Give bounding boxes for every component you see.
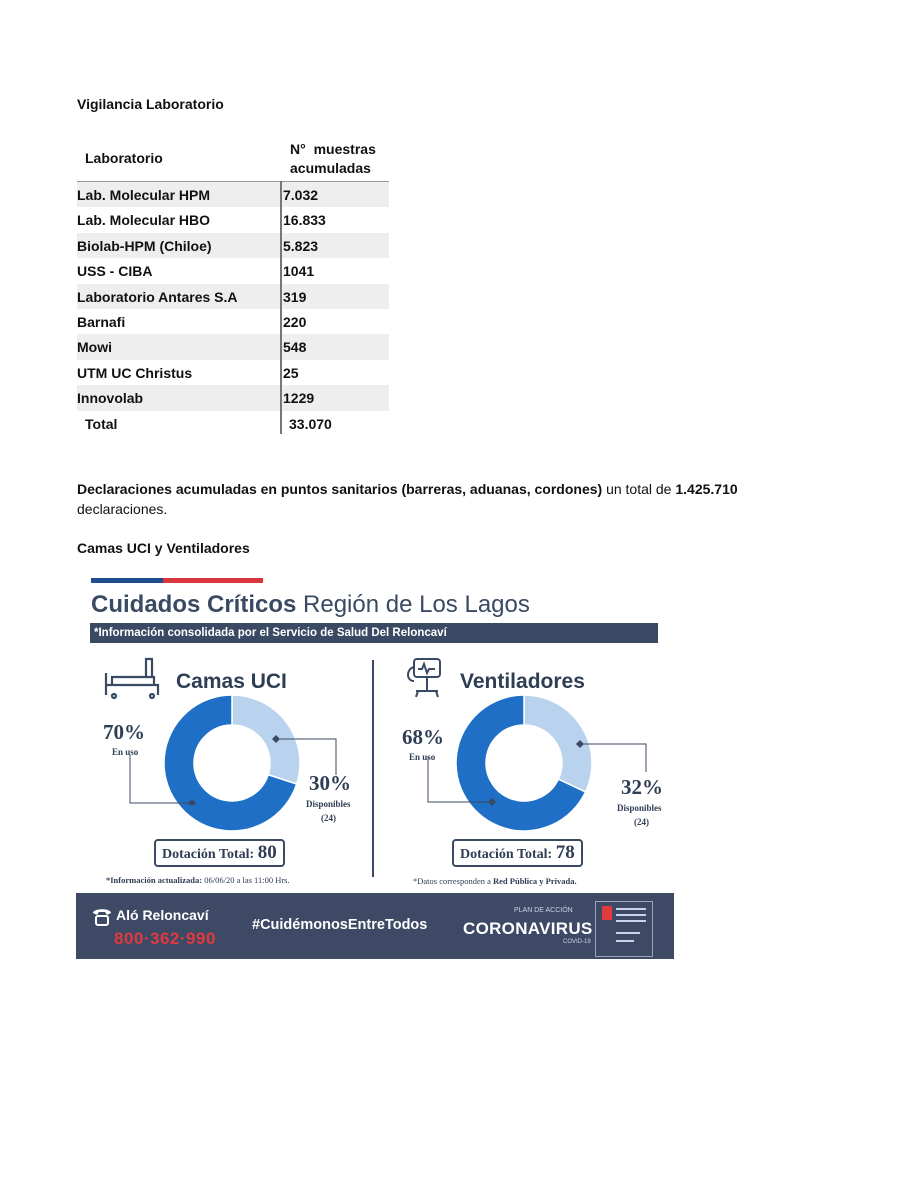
camas-dotacion-value: 80 bbox=[257, 842, 277, 863]
chile-government-logo bbox=[595, 901, 653, 957]
ventiladores-free-label: Disponibles bbox=[617, 803, 662, 813]
declaraciones-paragraph bbox=[77, 479, 797, 519]
table-row bbox=[77, 258, 389, 283]
lab-table bbox=[77, 136, 389, 436]
col-muestras: N° muestras acumuladas bbox=[290, 141, 376, 176]
declaraciones-mid: un total de bbox=[602, 481, 676, 497]
declaraciones-bold: Declaraciones acumuladas en puntos sanitarios (barreras, aduanas, cordones) bbox=[77, 481, 603, 497]
ventiladores-footnote-rest: *Datos corresponden a bbox=[413, 876, 494, 886]
hashtag-text: #CuidémonosEntreTodos bbox=[252, 917, 428, 933]
camas-leader-lines bbox=[126, 735, 346, 805]
lab-value: 319 bbox=[283, 288, 307, 305]
camas-title: Camas UCI y Ventiladores bbox=[77, 540, 250, 556]
declaraciones-number: 1.425.710 bbox=[675, 481, 738, 497]
lab-name: Laboratorio Antares S.A bbox=[77, 288, 238, 305]
total-label: Total bbox=[85, 415, 118, 432]
ventiladores-dotacion-box bbox=[452, 839, 583, 867]
ventiladores-dotacion-label: Dotación Total: bbox=[460, 847, 553, 862]
camas-used-pct: 70% bbox=[103, 720, 145, 744]
ventiladores-used-pct: 68% bbox=[402, 725, 444, 749]
cuidados-criticos-infographic bbox=[76, 575, 674, 959]
lab-name: UTM UC Christus bbox=[77, 364, 193, 381]
covid-label: COVID-19 bbox=[563, 939, 591, 945]
accent-stripe-blue bbox=[91, 578, 163, 583]
col-laboratorio: Laboratorio bbox=[85, 150, 163, 166]
accent-stripe-red bbox=[163, 578, 263, 583]
panel-divider bbox=[372, 660, 374, 877]
table-row bbox=[77, 309, 389, 334]
lab-name: Lab. Molecular HBO bbox=[77, 212, 211, 229]
table-row bbox=[77, 360, 389, 385]
table-divider bbox=[280, 181, 282, 434]
total-value: 33.070 bbox=[289, 415, 332, 432]
lab-value: 5.823 bbox=[283, 237, 319, 254]
camas-footnote bbox=[106, 875, 290, 885]
coronavirus-label: CORONAVIRUS bbox=[463, 919, 593, 938]
lab-value: 7.032 bbox=[283, 187, 319, 203]
plan-accion-label: PLAN DE ACCIÓN bbox=[514, 907, 573, 914]
phone-icon bbox=[90, 905, 114, 927]
camas-free-label: Disponibles bbox=[306, 799, 351, 809]
ventiladores-title: Ventiladores bbox=[460, 670, 585, 693]
camas-free-count: (24) bbox=[321, 813, 336, 823]
table-row bbox=[77, 207, 389, 232]
lab-name: Lab. Molecular HPM bbox=[77, 187, 211, 203]
ventiladores-free-count: (24) bbox=[634, 817, 649, 827]
ventilator-icon bbox=[404, 655, 448, 701]
camas-footnote-bold: *Información actualizada: bbox=[106, 875, 203, 885]
ventiladores-dotacion-value: 78 bbox=[555, 842, 575, 863]
table-row bbox=[77, 334, 389, 359]
lab-value: 548 bbox=[283, 339, 307, 356]
camas-uci-title: Camas UCI bbox=[176, 670, 287, 693]
ventiladores-used-label: En uso bbox=[409, 752, 436, 762]
table-row bbox=[77, 233, 389, 258]
infographic-title-rest: Región de Los Lagos bbox=[296, 591, 530, 618]
table-row bbox=[77, 284, 389, 309]
lab-name: Mowi bbox=[77, 339, 112, 356]
alo-reloncavi-label: Aló Reloncaví bbox=[116, 907, 209, 923]
lab-value: 16.833 bbox=[283, 212, 326, 229]
ventiladores-leader-lines bbox=[424, 740, 654, 810]
infographic-title bbox=[91, 591, 530, 619]
hospital-bed-icon bbox=[102, 655, 162, 701]
vigilancia-title: Vigilancia Laboratorio bbox=[77, 96, 224, 112]
lab-value: 220 bbox=[283, 313, 307, 330]
camas-free-pct: 30% bbox=[309, 771, 351, 795]
footer-banner bbox=[76, 893, 674, 959]
lab-value: 1229 bbox=[283, 390, 315, 407]
camas-dotacion-box bbox=[154, 839, 285, 867]
lab-value: 25 bbox=[283, 364, 299, 381]
ventiladores-footnote bbox=[413, 876, 577, 886]
alo-phone-number: 800·362·990 bbox=[114, 929, 216, 948]
declaraciones-end: declaraciones. bbox=[77, 501, 168, 517]
lab-table-header bbox=[77, 136, 389, 182]
lab-name: Biolab-HPM (Chiloe) bbox=[77, 237, 212, 254]
infographic-subtitle: *Información consolidada por el Servicio de Salud Del Reloncaví bbox=[90, 623, 658, 643]
lab-name: USS - CIBA bbox=[77, 263, 153, 280]
lab-value: 1041 bbox=[283, 263, 315, 280]
table-row bbox=[77, 182, 389, 207]
camas-used-label: En uso bbox=[112, 747, 139, 757]
camas-footnote-rest: 06/06/20 a las 11:00 Hrs. bbox=[202, 875, 290, 885]
ventiladores-free-pct: 32% bbox=[621, 775, 663, 799]
total-row bbox=[77, 411, 389, 436]
lab-name: Barnafi bbox=[77, 313, 126, 330]
table-row bbox=[77, 385, 389, 410]
infographic-title-bold: Cuidados Críticos bbox=[91, 591, 297, 618]
camas-dotacion-label: Dotación Total: bbox=[162, 847, 255, 862]
lab-name: Innovolab bbox=[77, 390, 144, 407]
ventiladores-footnote-bold: Red Pública y Privada. bbox=[493, 876, 577, 886]
